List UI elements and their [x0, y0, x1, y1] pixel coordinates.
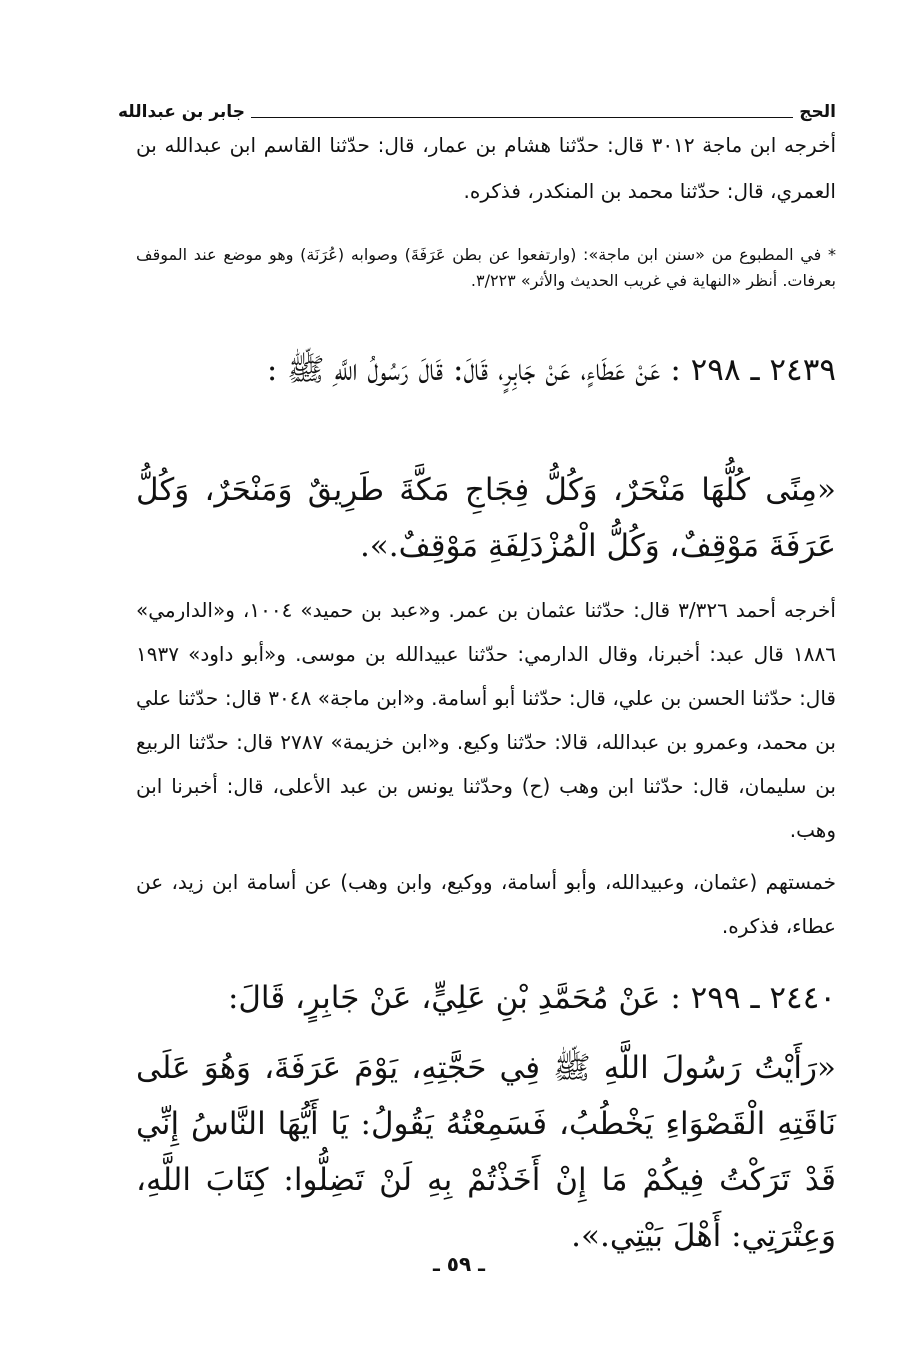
hadith-298-sources: أخرجه أحمد ٣/٣٢٦ قال: حدّثنا عثمان بن عمر. و«عبد بن حميد» ١٠٠٤، و«الدارمي» ١٨٨٦ قال عبد: أخبرنا، وقال الدارمي: حدّثنا عبيدالله بن موسى. و«أبو داود» ١٩٣٧ قال: حدّثنا الحسن بن علي، قال: حدّثنا أبو أسامة. و«ابن ماجة» ٣٠٤٨ قال: حدّثنا علي بن محمد، وعمرو بن عبدالله، قالا: حدّثنا وكيع. و«ابن خزيمة» ٢٧٨٧ قال: حدّثنا الربيع بن سليمان، قال: حدّثنا ابن وهب (ح) وحدّثنا يونس بن عبد الأعلى، قال: أخبرنا ابن وهب. — [136, 598, 836, 842]
running-header — [118, 94, 836, 122]
hadith-299-text: «رَأَيْتُ رَسُولَ اللَّهِ ﷺ فِي حَجَّتِهِ، يَوْمَ عَرَفَةَ، وَهُوَ عَلَى نَاقَتِهِ الْقَصْوَاءِ يَخْطُبُ، فَسَمِعْتُهُ يَقُولُ: يَا أَيُّهَا النَّاسُ إِنِّي قَدْ تَرَكْتُ فِيكُمْ مَا إِنْ أَخَذْتُمْ بِهِ لَنْ تَضِلُّوا: كِتَابَ اللَّهِ، وَعِتْرَتِي: أَهْلَ بَيْتِي.». — [136, 1050, 836, 1254]
hadith-298-heading: ٢٤٣٩ ـ ٢٩٨ : عَنْ عَطَاءٍ، عَنْ جَابِرٍ، قَالَ: قَالَ رَسُولُ اللَّهِ ﷺ : — [266, 352, 836, 388]
hadith-298-sources-summary: خمستهم (عثمان، وعبيدالله، وأبو أسامة، ووكيع، وابن وهب) عن أسامة ابن زيد، عن عطاء، فذكره. — [136, 870, 836, 938]
page-number: ـ ٥٩ ـ — [432, 1252, 486, 1276]
narrator-title: جابر بن عبدالله — [118, 102, 245, 122]
chapter-title: الحج — [799, 102, 836, 122]
hadith-299-heading: ٢٤٤٠ ـ ٢٩٩ : عَنْ مُحَمَّدِ بْنِ عَلِيٍّ، عَنْ جَابِرٍ، قَالَ: — [227, 980, 836, 1016]
source-paragraph-1: أخرجه ابن ماجة ٣٠١٢ قال: حدّثنا هشام بن عمار، قال: حدّثنا القاسم ابن عبدالله بن العمري، قال: حدّثنا محمد بن المنكدر، فذكره. — [136, 133, 836, 203]
footnote-paragraph: * في المطبوع من «سنن ابن ماجة»: (وارتفعوا عن بطن عَرَفَةَ) وصوابه (عُرَنَة) وهو موضع عند الموقف بعرفات. أنظر «النهاية في غريب الحديث والأثر» ٣/٢٢٣. — [136, 245, 836, 290]
header-rule — [251, 117, 793, 118]
hadith-298-text: «مِنًى كُلُّهَا مَنْحَرٌ، وَكُلُّ فِجَاجِ مَكَّةَ طَرِيقٌ وَمَنْحَرٌ، وَكُلُّ عَرَفَةَ مَوْقِفٌ، وَكُلُّ الْمُزْدَلِفَةِ مَوْقِفٌ.». — [136, 472, 836, 564]
